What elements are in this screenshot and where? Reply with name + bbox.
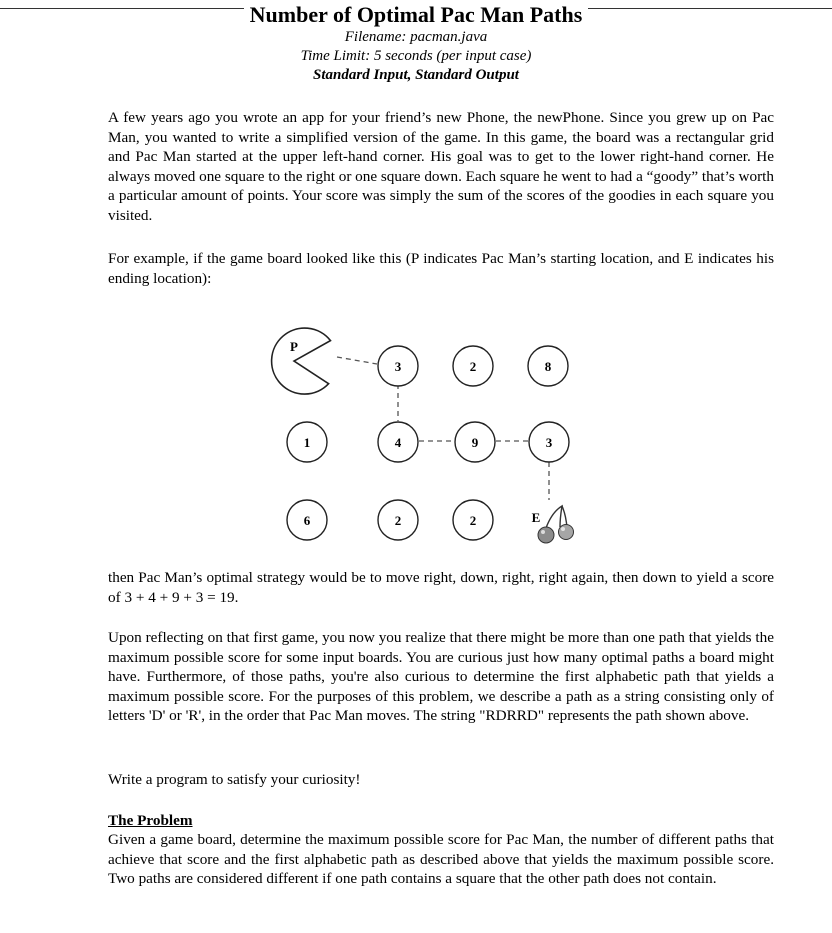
problem-heading: The Problem (108, 812, 193, 829)
example-intro-paragraph: For example, if the game board looked like this (P indicates Pac Man’s starting location, and E indicates his ending location): (108, 250, 774, 287)
problem-paragraph: Given a game board, determine the maximum possible score for Pac Man, the number of different paths that achieve that score and the first alphabetic path as described above that yields the maximum possible score. Two paths are considered different if one path contains a square that the other path does not contain. (108, 831, 774, 888)
end-label: E (531, 510, 541, 525)
node-value: 2 (469, 359, 477, 374)
intro-paragraph: A few years ago you wrote an app for your friend’s new Phone, the newPhone. Since you grew up on Pac Man, you wanted to write a simplified version of the game. In this game, the board was a rectangular grid and Pac Man started at the upper left-hand corner. His goal was to get to the lower right-hand corner. He always moved one square to the right or one square down. Each square he went to had a “goody” that’s worth a particular amount of points. Your score was simply the sum of the scores of the goodies in each square you visited. (108, 109, 774, 224)
node-value: 3 (394, 359, 402, 374)
node-value: 1 (303, 435, 311, 450)
result-paragraph: then Pac Man’s optimal strategy would be to move right, down, right, right again, then down to yield a score of 3 + 4 + 9 + 3 = 19. (108, 569, 774, 606)
io-spec: Standard Input, Standard Output (313, 67, 519, 83)
pacman-icon (272, 328, 331, 394)
curiosity-paragraph: Write a program to satisfy your curiosity! (108, 771, 361, 788)
node-value: 9 (471, 435, 479, 450)
node-value: 6 (303, 513, 311, 528)
path-segment-right-1 (337, 357, 377, 364)
node-value: 3 (545, 435, 553, 450)
start-label: P (290, 339, 298, 354)
node-value: 8 (544, 359, 552, 374)
filename: Filename: pacman.java (344, 29, 488, 45)
node-value: 2 (469, 513, 477, 528)
page-title: Number of Optimal Pac Man Paths (244, 2, 589, 28)
time-limit: Time Limit: 5 seconds (per input case) (300, 48, 532, 64)
reflection-paragraph: Upon reflecting on that first game, you now you realize that there might be more than one path that yields the maximum possible score for some input boards. You are curious just how many optimal paths a board might have. Furthermore, of those paths, you're also curious to determine the first alphabetic path that yields a maximum possible score. For the purposes of this problem, we describe a path as a string consisting only of letters 'D' or 'R', in the order that Pac Man moves. The string "RDRRD" represents the path shown above. (108, 629, 774, 725)
cherry-icon (538, 506, 574, 543)
node-value: 2 (394, 513, 402, 528)
node-value: 4 (394, 435, 402, 450)
